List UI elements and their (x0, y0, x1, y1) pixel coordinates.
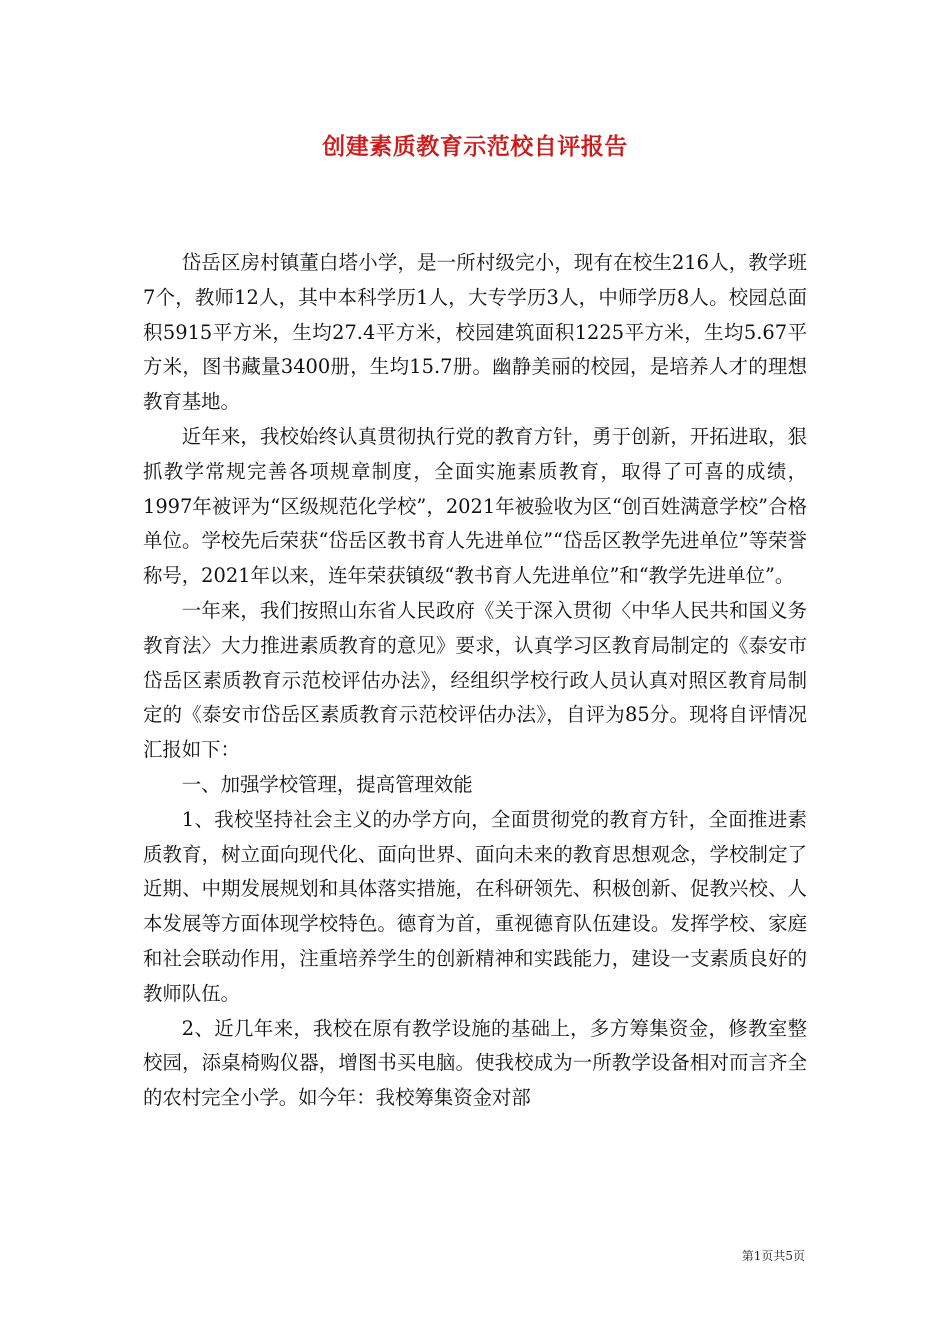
paragraph-achievements: 近年来，我校始终认真贯彻执行党的教育方针，勇于创新，开拓进取，狠抓教学常规完善各项规章制度，全面实施素质教育，取得了可喜的成绩，1997年被评为“区级规范化学校”，2021年被验收为区“创百姓满意学校”合格单位。学校先后荣获“岱岳区教书育人先进单位”“岱岳区教学先进单位”等荣誉称号，2021年以来，连年荣获镇级“教书育人先进单位”和“教学先进单位”。 (143, 424, 807, 588)
paragraph-item-1: 1、我校坚持社会主义的办学方向，全面贯彻党的教育方针，全面推进素质教育，树立面向现代化、面向世界、面向未来的教育思想观念，学校制定了近期、中期发展规划和具体落实措施，在科研领先、积极创新、促教兴校、人本发展等方面体现学校特色。德育为首，重视德育队伍建设。发挥学校、家庭和社会联动作用，注重培养学生的创新精神和实践能力，建设一支素质良好的教师队伍。 (143, 807, 807, 1005)
section-heading-management: 一、加强学校管理，提高管理效能 (181, 772, 473, 796)
document-title: 创建素质教育示范校自评报告 (322, 133, 628, 160)
page-number: 第1页共5页 (741, 1249, 805, 1263)
paragraph-school-overview: 岱岳区房村镇董白塔小学，是一所村级完小，现有在校生216人，教学班7个，教师12人，其中本科学历1人，大专学历3人，中师学历8人。校园总面积5915平方米，生均27.4平方米，校园建筑面积1225平方米，生均5.67平方米，图书藏量3400册，生均15.7册。幽静美丽的校园，是培养人才的理想教育基地。 (143, 251, 807, 414)
paragraph-item-2: 2、近几年来，我校在原有教学设施的基础上，多方筹集资金，修教室整校园，添桌椅购仪器，增图书买电脑。使我校成为一所教学设备相对而言齐全的农村完全小学。如今年：我校筹集资金对部 (143, 1016, 807, 1110)
document-body (143, 246, 807, 1116)
paragraph-self-evaluation: 一年来，我们按照山东省人民政府《关于深入贯彻〈中华人民共和国义务教育法〉大力推进素质教育的意见》要求，认真学习区教育局制定的《泰安市岱岳区素质教育示范校评估办法》，经组织学校行政人员认真对照区教育局制定的《泰安市岱岳区素质教育示范校评估办法》，自评为85分。现将自评情况汇报如下： (143, 598, 807, 762)
